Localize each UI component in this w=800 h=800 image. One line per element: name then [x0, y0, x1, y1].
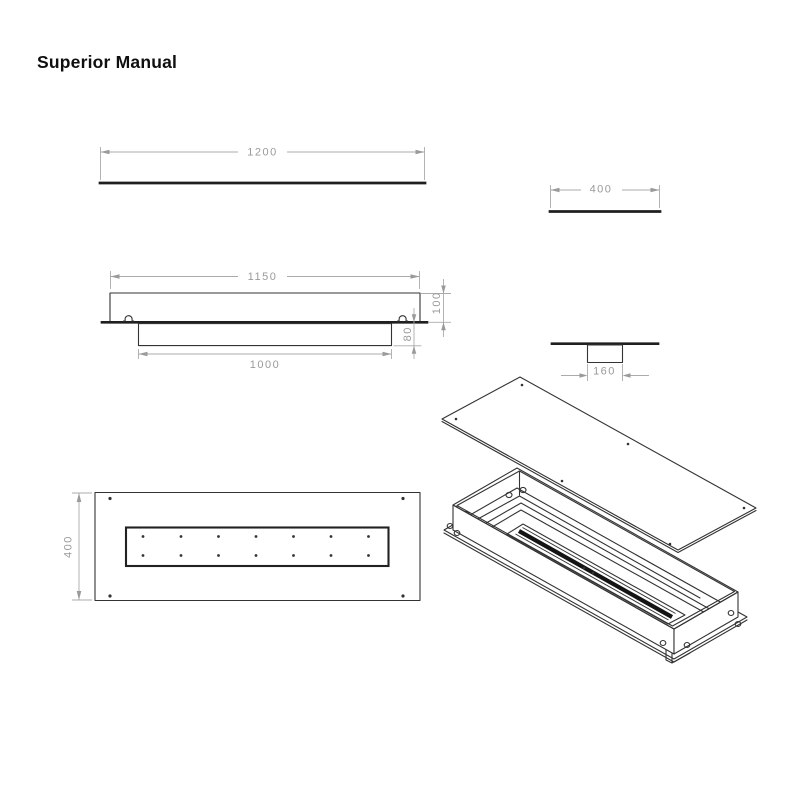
dim-tray-width: 160: [593, 365, 616, 378]
dim-plate-length: 1200: [247, 146, 278, 159]
drawing-title: Superior Manual: [37, 52, 178, 72]
view-isometric: [442, 377, 756, 663]
dim-tray-depth: 80: [402, 326, 414, 342]
view-top-plate-edge: [100, 147, 425, 184]
view-end-elevation: [552, 344, 658, 381]
dim-plan-width: 400: [62, 535, 75, 558]
view-plan: [63, 493, 421, 601]
view-front-elevation: [102, 271, 451, 371]
dim-plate-width: 400: [589, 183, 613, 196]
dim-tray-length: 1000: [249, 359, 281, 371]
view-side-plate-edge: [550, 184, 660, 212]
dim-height: 100: [431, 291, 443, 315]
burner-hole-grid: [142, 535, 370, 557]
dim-body-length: 1150: [247, 271, 278, 283]
